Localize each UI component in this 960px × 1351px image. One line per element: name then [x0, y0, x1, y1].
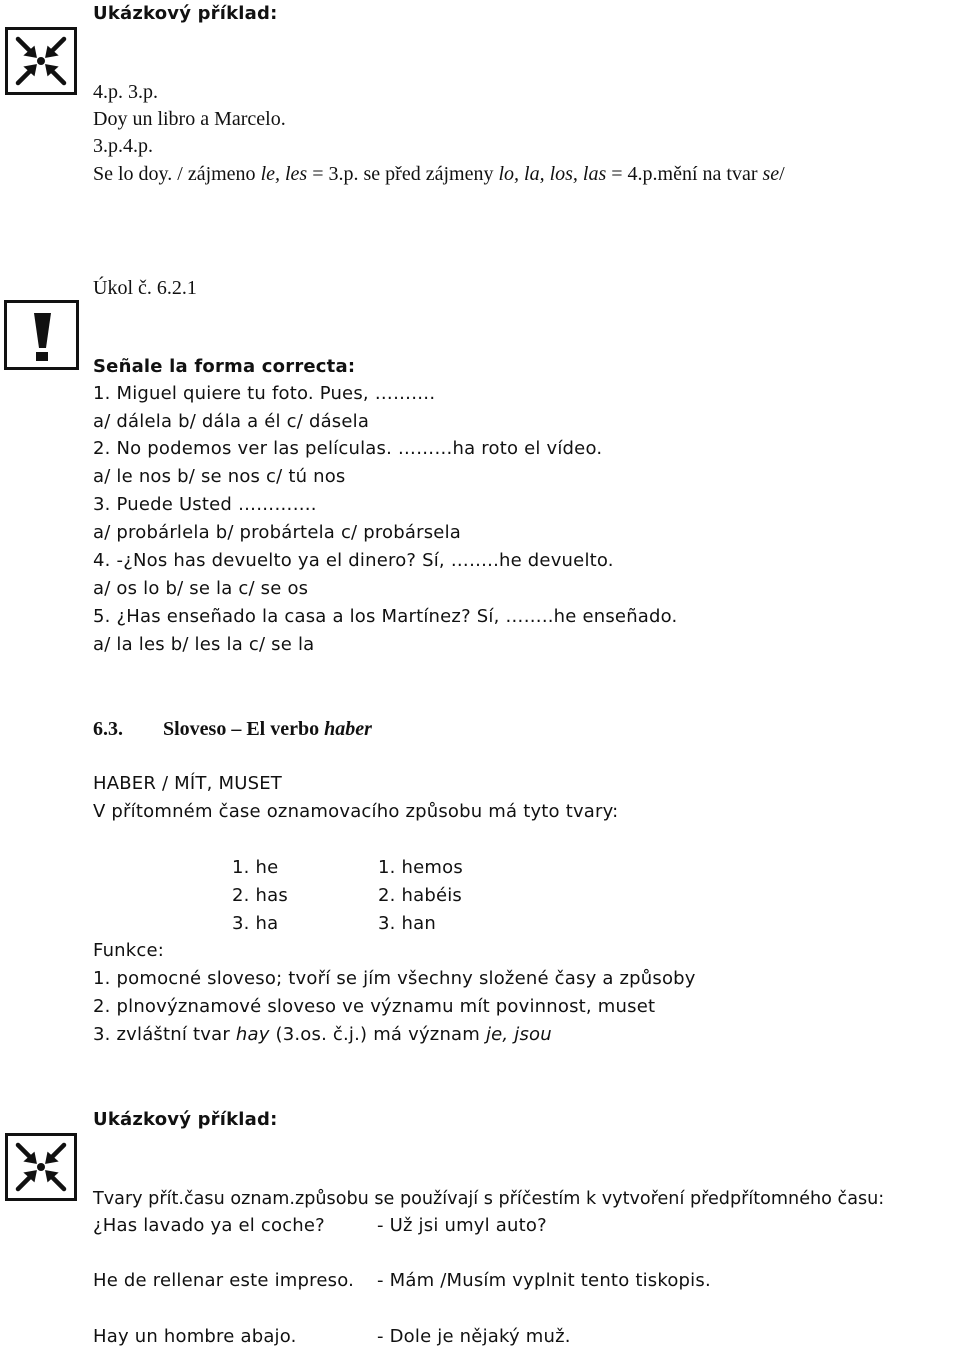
- example-spanish: Hay un hombre abajo.: [93, 1326, 297, 1347]
- task-line: a/ la les b/ les la c/ se la: [93, 634, 315, 655]
- function-item: 2. plnovýznamové sloveso ve významu mít povinnost, muset: [93, 996, 656, 1017]
- exclamation-icon: [4, 300, 79, 370]
- task-line: 2. No podemos ver las películas. ………ha roto el vídeo.: [93, 438, 603, 459]
- example-explanation: Se lo doy. / zájmeno le, les = 3.p. se před zájmeny lo, la, los, las = 4.p.mění na tvar se/: [93, 163, 785, 185]
- example-spanish: ¿Has lavado ya el coche?: [93, 1215, 325, 1236]
- example-spanish: He de rellenar este impreso.: [93, 1270, 355, 1291]
- task-line: a/ dálela b/ dála a él c/ dásela: [93, 411, 370, 432]
- task-line: 3. Puede Usted ………….: [93, 494, 317, 515]
- task-heading: Úkol č. 6.2.1: [93, 277, 197, 299]
- form-singular: 1. he: [232, 857, 279, 878]
- form-singular: 3. ha: [232, 913, 279, 934]
- example-arrows-icon: [5, 27, 77, 95]
- example-arrows-icon: [5, 1133, 77, 1201]
- example-czech: - Dole je nějaký muž.: [377, 1326, 571, 1347]
- form-singular: 2. has: [232, 885, 288, 906]
- form-plural: 2. habéis: [378, 885, 463, 906]
- example-sentence: Doy un libro a Marcelo.: [93, 108, 286, 130]
- section-intro: V přítomném čase oznamovacího způsobu má tyto tvary:: [93, 801, 619, 822]
- function-item: 1. pomocné sloveso; tvoří se jím všechny složené časy a způsoby: [93, 968, 696, 989]
- task-line: 1. Miguel quiere tu foto. Pues, ……….: [93, 383, 436, 404]
- task-line: a/ le nos b/ se nos c/ tú nos: [93, 466, 346, 487]
- form-plural: 3. han: [378, 913, 436, 934]
- task-line: a/ os lo b/ se la c/ se os: [93, 578, 309, 599]
- form-plural: 1. hemos: [378, 857, 463, 878]
- example-line-cases: 4.p. 3.p.: [93, 81, 158, 103]
- example-line-cases-2: 3.p.4.p.: [93, 135, 153, 157]
- example-heading: Ukázkový příklad:: [93, 3, 278, 24]
- example-czech: - Mám /Musím vyplnit tento tiskopis.: [377, 1270, 711, 1291]
- section-number: 6.3.: [93, 718, 123, 740]
- function-item: 3. zvláštní tvar hay (3.os. č.j.) má význam je, jsou: [93, 1024, 552, 1045]
- section-subtitle: HABER / MÍT, MUSET: [93, 773, 282, 794]
- section-title: Sloveso – El verbo haber: [163, 718, 372, 740]
- functions-label: Funkce:: [93, 940, 165, 961]
- task-line: 4. -¿Nos has devuelto ya el dinero? Sí, ……..he devuelto.: [93, 550, 614, 571]
- example-intro: Tvary přít.času oznam.způsobu se používají s příčestím k vytvoření předpřítomného času:: [93, 1189, 885, 1209]
- task-instruction: Señale la forma correcta:: [93, 356, 356, 377]
- task-line: a/ probárlela b/ probártela c/ probársela: [93, 522, 462, 543]
- task-line: 5. ¿Has enseñado la casa a los Martínez? Sí, ……..he enseñado.: [93, 606, 678, 627]
- example-heading: Ukázkový příklad:: [93, 1109, 278, 1130]
- example-czech: - Už jsi umyl auto?: [377, 1215, 547, 1236]
